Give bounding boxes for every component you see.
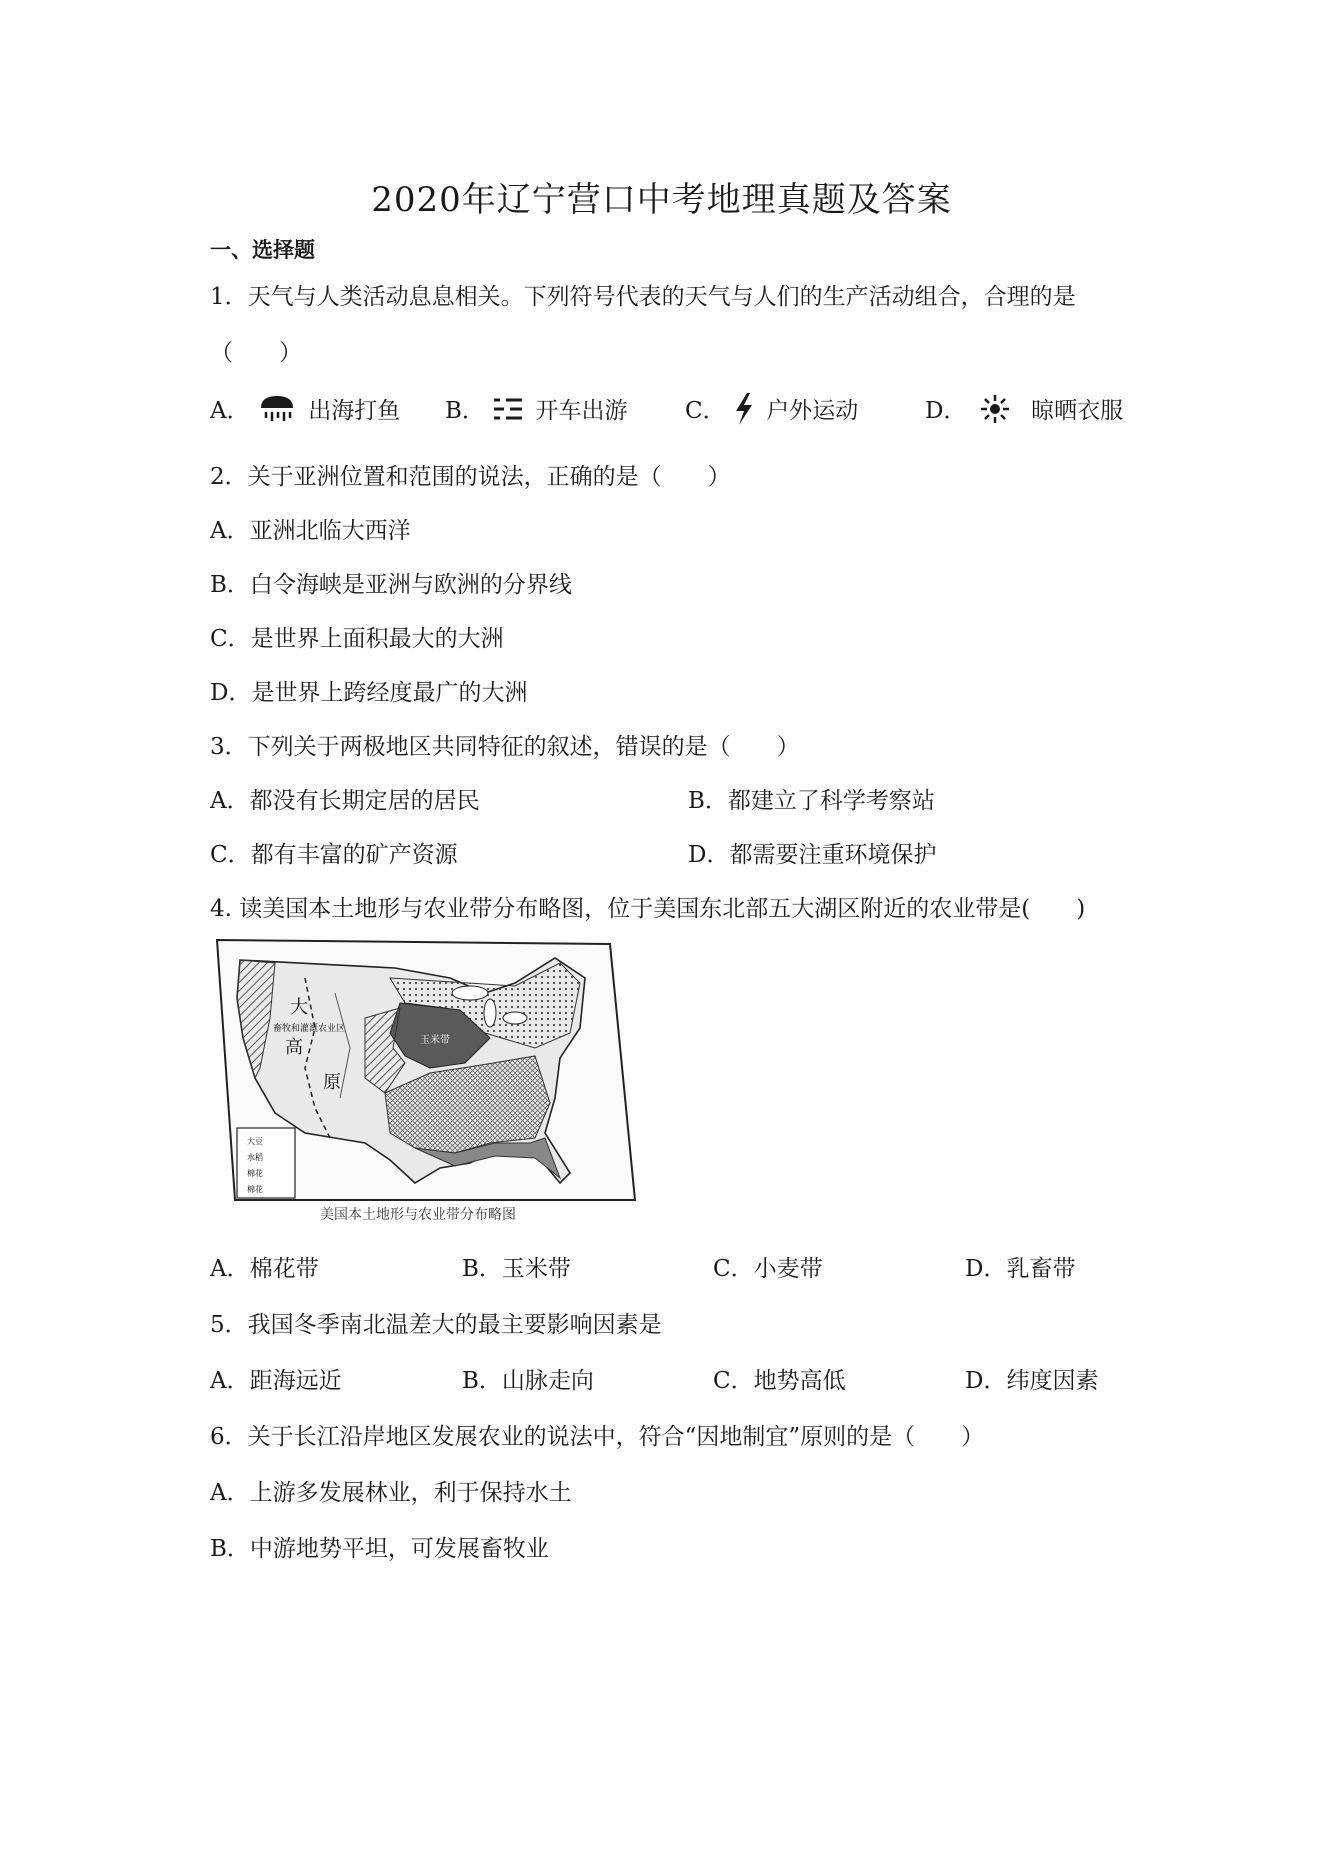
q3-option-b: B．都建立了科学考察站 [688, 788, 935, 814]
q6-stem: 6．关于长江沿岸地区发展农业的说法中，符合“因地制宜”原则的是（ ） [210, 1424, 985, 1450]
q4-option-d: D．乳畜带 [965, 1256, 1076, 1282]
sunny-icon [980, 394, 1010, 430]
q6-option-b: B．中游地势平坦，可发展畜牧业 [210, 1536, 549, 1562]
q6-option-a: A．上游多发展林业，利于保持水土 [210, 1480, 572, 1506]
q4-option-a: A．棉花带 [210, 1256, 319, 1282]
map-label-5: 玉米带 [420, 1035, 450, 1046]
fog-icon [492, 395, 524, 429]
q1-option-c-letter: C． [685, 398, 726, 424]
heavy-rain-icon [257, 392, 297, 432]
map-label-3: 原 [323, 1072, 341, 1093]
q1-option-b-text: 开车出游 [535, 398, 628, 424]
map-label-4: 畜牧和灌溉农业区 [273, 1024, 346, 1034]
q4-option-c: C．小麦带 [713, 1256, 823, 1282]
q5-option-a: A．距海远近 [210, 1368, 342, 1394]
q3-option-a: A．都没有长期定居的居民 [210, 788, 480, 814]
q1-option-d-text: 晾晒衣服 [1031, 398, 1124, 424]
q5-option-b: B．山脉走向 [462, 1368, 594, 1394]
legend-item-3: 棉花 [247, 1169, 263, 1178]
legend-item-4: 棉花 [247, 1185, 263, 1194]
map-label-1: 大 [290, 997, 308, 1018]
q1-stem: 1．天气与人类活动息息相关。下列符号代表的天气与人们的生产活动组合，合理的是 [210, 284, 1076, 310]
map-legend [237, 1128, 295, 1198]
q2-option-d: D．是世界上跨经度最广的大洲 [210, 680, 528, 706]
q1-paren: （ ） [210, 340, 302, 366]
q1-option-c [685, 392, 858, 432]
q1-option-b-letter: B． [445, 398, 485, 424]
q2-option-c: C．是世界上面积最大的大洲 [210, 626, 504, 652]
q3-stem: 3．下列关于两极地区共同特征的叙述，错误的是（ ） [210, 734, 800, 760]
q2-stem: 2．关于亚洲位置和范围的说法，正确的是（ ） [210, 464, 731, 490]
q4-option-b: B．玉米带 [462, 1256, 571, 1282]
legend-item-2: 水稻 [247, 1153, 263, 1162]
usa-agriculture-map [215, 938, 645, 1228]
q5-stem: 5．我国冬季南北温差大的最主要影响因素是 [210, 1312, 662, 1338]
map-label-2: 高 [285, 1037, 303, 1058]
legend-item-1: 大豆 [247, 1137, 263, 1146]
q2-option-a: A．亚洲北临大西洋 [210, 518, 411, 544]
q3-option-c: C．都有丰富的矿产资源 [210, 842, 458, 868]
page-title: 2020年辽宁营口中考地理真题及答案 [371, 180, 952, 220]
q3-option-d: D．都需要注重环境保护 [688, 842, 937, 868]
q1-option-b [445, 392, 628, 429]
q4-stem: 4. 读美国本土地形与农业带分布略图，位于美国东北部五大湖区附近的农业带是( ) [210, 896, 1086, 922]
lightning-icon [733, 392, 755, 432]
q1-option-d [925, 392, 1123, 430]
q5-option-d: D．纬度因素 [965, 1368, 1099, 1394]
q2-option-b: B．白令海峡是亚洲与欧洲的分界线 [210, 572, 572, 598]
q1-option-a [210, 392, 400, 432]
map-caption: 美国本土地形与农业带分布略图 [320, 1207, 516, 1223]
q5-option-c: C．地势高低 [713, 1368, 846, 1394]
section-heading: 一、选择题 [210, 238, 315, 262]
q1-option-a-text: 出海打鱼 [308, 398, 401, 424]
q1-option-c-text: 户外运动 [766, 398, 859, 424]
q1-option-d-letter: D． [925, 398, 967, 424]
q1-option-a-letter: A． [210, 398, 250, 424]
